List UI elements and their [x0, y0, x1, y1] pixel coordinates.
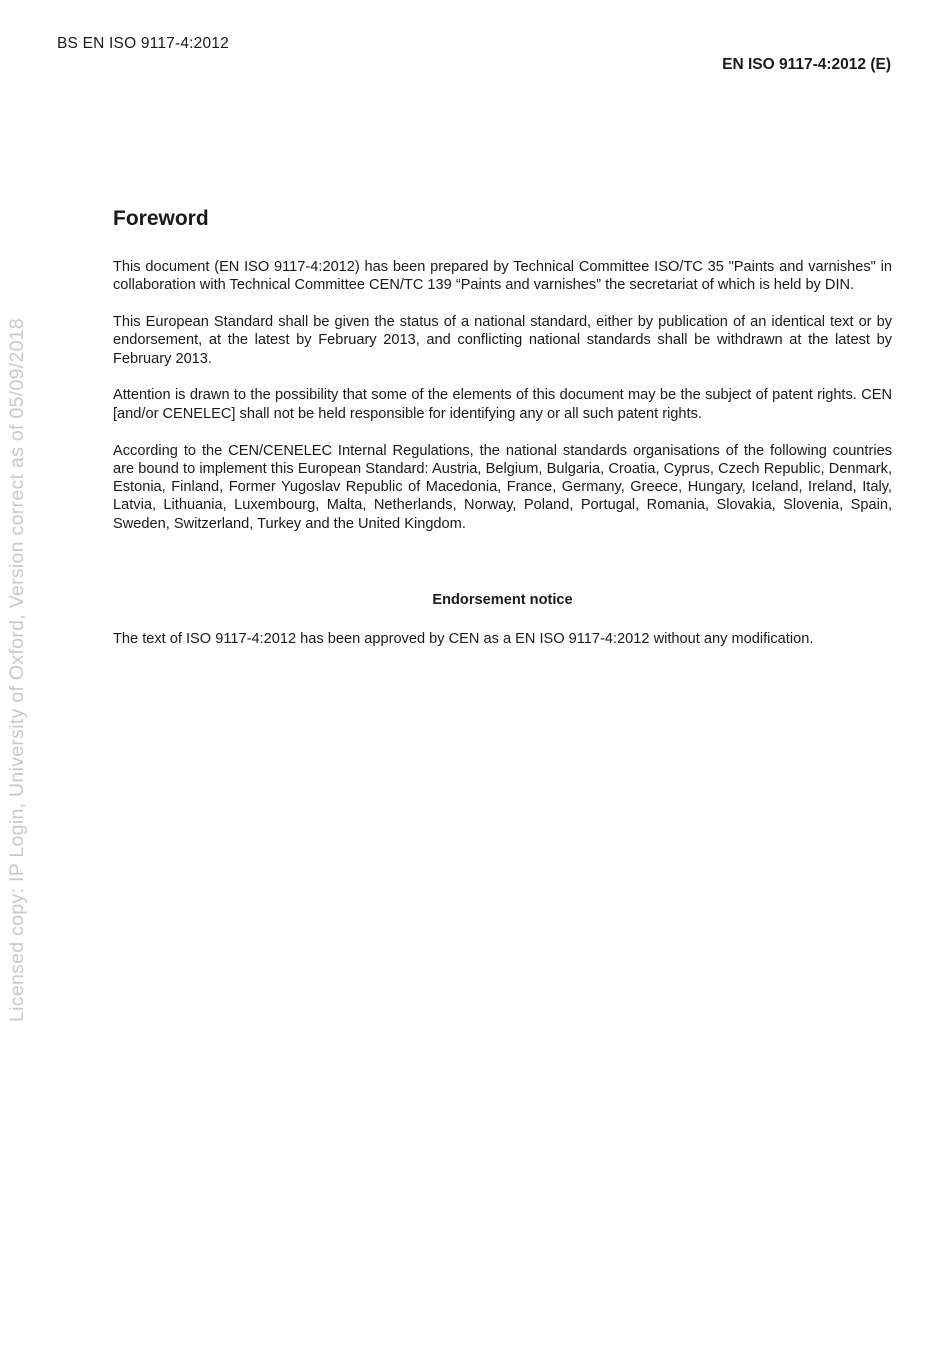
endorsement-heading: Endorsement notice	[432, 592, 573, 608]
standard-identifier-bs: BS EN ISO 9117-4:2012	[57, 35, 229, 52]
foreword-paragraph-status: This European Standard shall be given the status of a national standard, either by publication of an identical text or by endorsement, at the latest by February 2013, and conflicting national standards shall be withdrawn at the latest by February 2013.	[113, 314, 892, 367]
license-watermark: Licensed copy: IP Login, University of Oxford, Version correct as of 05/09/2018	[6, 317, 28, 1022]
endorsement-text: The text of ISO 9117-4:2012 has been approved by CEN as a EN ISO 9117-4:2012 without any modification.	[113, 631, 814, 647]
foreword-paragraph-preparation: This document (EN ISO 9117-4:2012) has been prepared by Technical Committee ISO/TC 35 "Paints and varnishes" in collaboration with Technical Committee CEN/TC 139 “Paints and varnishes” the secretariat of which is held by DIN.	[113, 259, 892, 294]
foreword-title: Foreword	[113, 207, 209, 230]
foreword-paragraph-patent: Attention is drawn to the possibility that some of the elements of this document may be the subject of patent rights. CEN [and/or CENELEC] shall not be held responsible for identifying any or all such patent rights.	[113, 387, 892, 422]
standard-identifier-en: EN ISO 9117-4:2012 (E)	[722, 56, 891, 73]
foreword-body	[113, 258, 892, 552]
foreword-paragraph-countries: According to the CEN/CENELEC Internal Regulations, the national standards organisations of the following countries are bound to implement this European Standard: Austria, Belgium, Bulgaria, Croatia, Cyprus, Czech Republic, Denmark, Estonia, Finland, Former Yugoslav Republic of Macedonia, France, Germany, Greece, Hungary, Iceland, Ireland, Italy, Latvia, Lithuania, Luxembourg, Malta, Netherlands, Norway, Poland, Portugal, Romania, Slovakia, Slovenia, Spain, Sweden, Switzerland, Turkey and the United Kingdom.	[113, 442, 892, 532]
